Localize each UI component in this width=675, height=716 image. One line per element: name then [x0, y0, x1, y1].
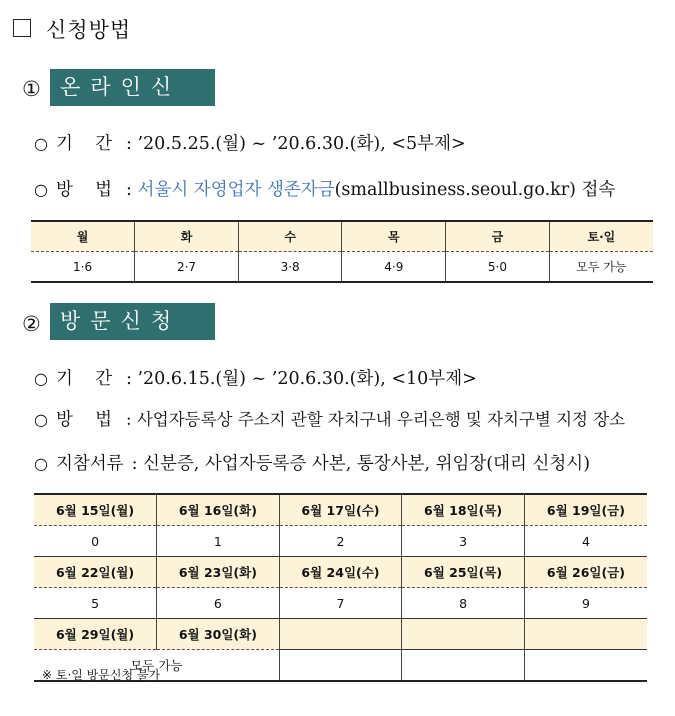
table-row [31, 252, 653, 283]
bullet-icon: ○ [34, 410, 48, 429]
table-cell: 5·0 [446, 252, 550, 283]
visit-period-value: : ’20.6.15.(월) ~ ’20.6.30.(화), <10부제> [126, 369, 477, 389]
section-title-online: 온라인신청 [50, 69, 215, 106]
empty-cell [402, 619, 525, 650]
online-period-row [34, 130, 466, 155]
date-cell: 6월 24일(수) [279, 557, 402, 588]
date-cell: 6월 22일(월) [34, 557, 157, 588]
table-header-row [34, 619, 647, 650]
table-header-cell: 토·일 [549, 221, 653, 252]
visit-docs-row [34, 450, 590, 475]
table-cell: 1 [157, 526, 280, 557]
table-cell: 모두 가능 [549, 252, 653, 283]
visit-docs-value: : 신분증, 사업자등록증 사본, 통장사본, 위임장(대리 신청시) [131, 454, 591, 474]
date-cell: 6월 23일(화) [157, 557, 280, 588]
visit-period-label: 기 간 [55, 369, 113, 389]
table-cell: 0 [34, 526, 157, 557]
table-cell: 2 [279, 526, 402, 557]
bullet-icon: ○ [34, 369, 48, 388]
table-row [34, 526, 647, 557]
online-method-suffix: 접속 [581, 180, 616, 200]
date-cell: 6월 19일(금) [524, 494, 647, 526]
page-title: 신청방법 [46, 18, 132, 42]
empty-cell [524, 650, 647, 682]
date-cell: 6월 17일(수) [279, 494, 402, 526]
bullet-icon: ○ [34, 134, 48, 153]
table-header-row [34, 494, 647, 526]
online-period-value: : ’20.5.25.(월) ~ ’20.6.30.(화), <5부제> [126, 134, 466, 154]
online-period-label: 기 간 [55, 134, 113, 154]
section-number-2: ② [22, 312, 41, 336]
date-cell: 6월 29일(월) [34, 619, 157, 650]
online-method-colon: : [126, 180, 132, 200]
table-row [34, 588, 647, 619]
visit-method-row [34, 406, 625, 431]
table-header-cell: 목 [342, 221, 446, 252]
table-cell: 8 [402, 588, 525, 619]
table-cell: 1·6 [73, 259, 93, 274]
bullet-icon: ○ [34, 180, 48, 199]
date-cell: 6월 25일(목) [402, 557, 525, 588]
table-cell: 6 [157, 588, 280, 619]
visit-method-label: 방 법 [55, 410, 113, 430]
online-method-url: (smallbusiness.seoul.go.kr) [334, 180, 576, 200]
table-cell: 4·9 [342, 252, 446, 283]
empty-cell [402, 650, 525, 682]
empty-cell [524, 619, 647, 650]
table-cell: 4 [524, 526, 647, 557]
date-cell: 6월 18일(목) [402, 494, 525, 526]
visit-docs-label: 지참서류 [55, 454, 124, 474]
visit-method-value: : 사업자등록상 주소지 관할 자치구내 우리은행 및 자치구별 지정 장소 [126, 410, 626, 429]
table-cell: 3·8 [238, 252, 342, 283]
section-number-1: ① [22, 77, 41, 101]
table-header-cell: 화 [135, 221, 239, 252]
table-cell: 9 [524, 588, 647, 619]
visit-schedule-table [34, 493, 647, 682]
table-header-cell: 금 [446, 221, 550, 252]
table-header-row [31, 221, 653, 252]
table-cell: 3 [402, 526, 525, 557]
visit-period-row [34, 365, 477, 390]
date-cell: 6월 30일(화) [157, 619, 280, 650]
table-cell: 7 [279, 588, 402, 619]
date-cell: 6월 16일(화) [157, 494, 280, 526]
table-header-cell: 수 [238, 221, 342, 252]
checkbox-icon [13, 19, 31, 37]
table-cell: 5 [34, 588, 157, 619]
visit-note: ※ 토·일 방문신청 불가 [42, 668, 161, 682]
empty-cell [279, 619, 402, 650]
online-method-label: 방 법 [55, 180, 113, 200]
table-header-cell: 월 [31, 221, 135, 252]
bullet-icon: ○ [34, 454, 48, 473]
table-cell: 모두 가능 [130, 658, 183, 673]
online-schedule-table [31, 220, 653, 283]
date-cell: 6월 26일(금) [524, 557, 647, 588]
online-method-link[interactable]: 서울시 자영업자 생존자금 [137, 180, 335, 200]
empty-cell [279, 650, 402, 682]
online-method-row [34, 176, 615, 201]
table-cell: 2·7 [135, 252, 239, 283]
section-title-visit: 방문신청 [50, 303, 215, 340]
table-header-row [34, 557, 647, 588]
date-cell: 6월 15일(월) [34, 494, 157, 526]
